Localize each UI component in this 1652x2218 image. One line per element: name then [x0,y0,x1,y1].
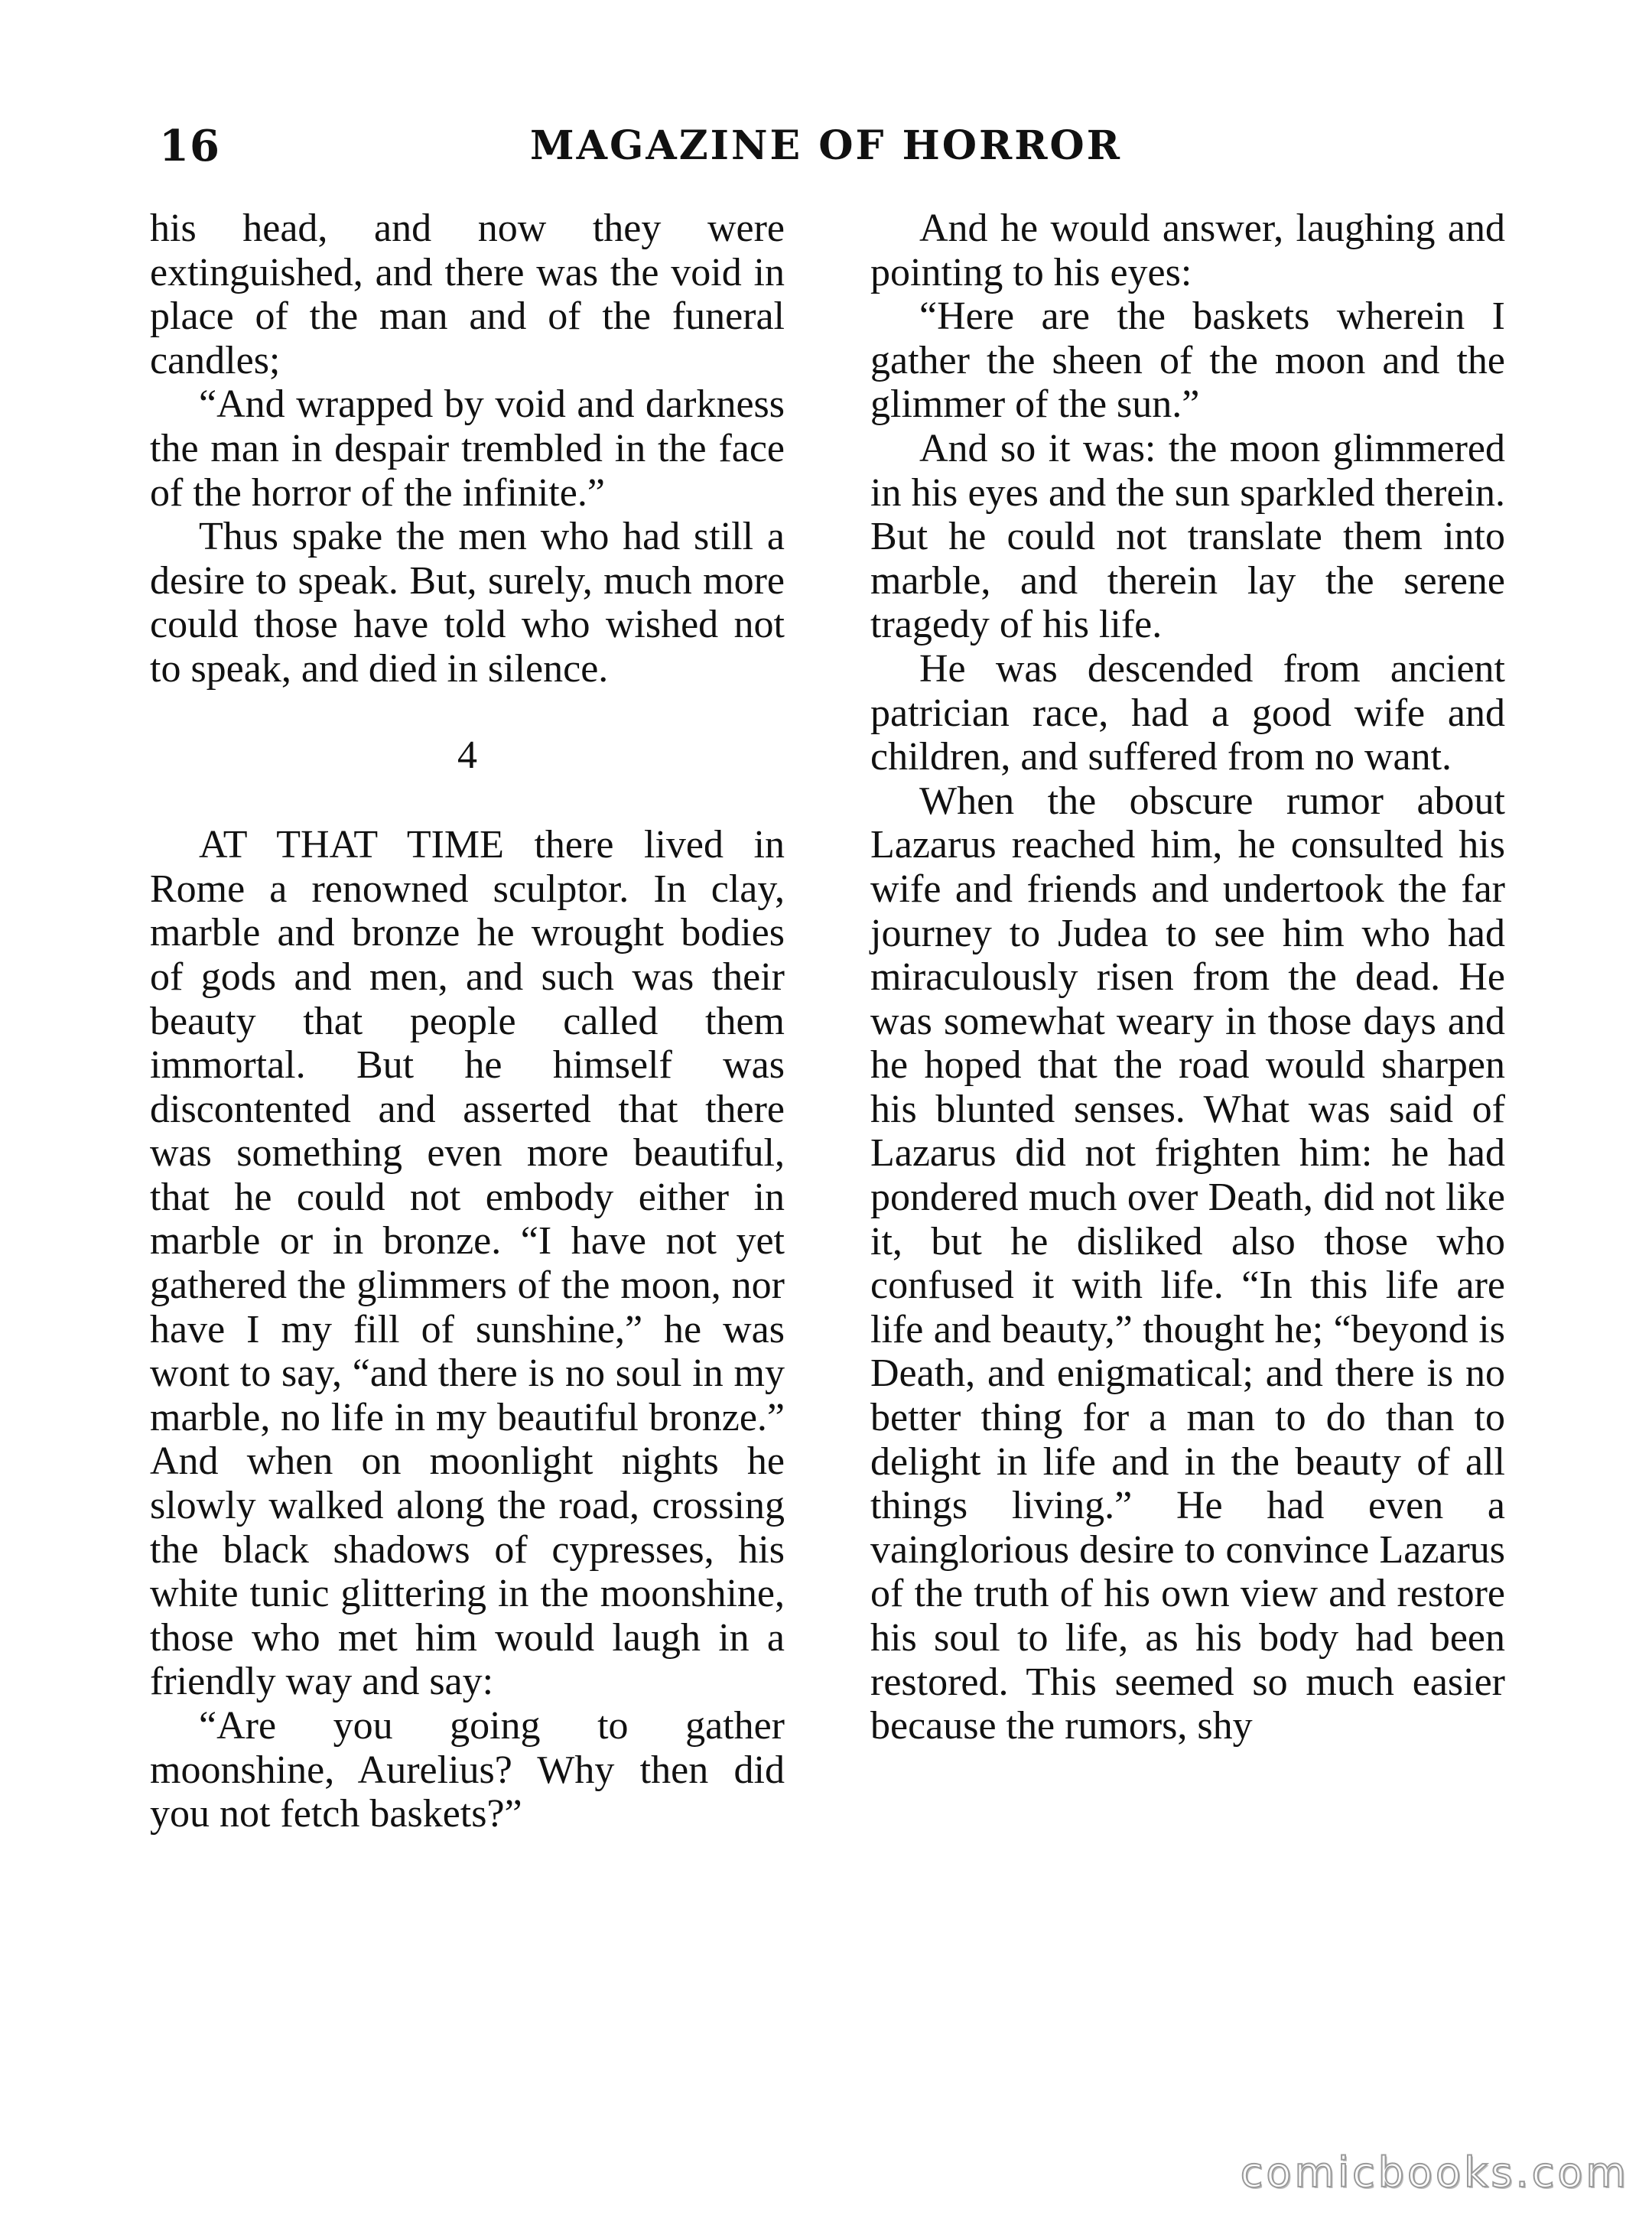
right-column [870,207,1505,1748]
paragraph: And so it was: the moon glimmered in his eyes and the sun sparkled therein. But he could not translate them into marble, and therein lay the serene tragedy of his life. [870,426,1505,647]
watermark: comicbooks.com [1240,2148,1629,2197]
page-number: 16 [159,121,220,171]
section-number: 4 [457,733,477,777]
paragraph: Thus spake the men who had still a desire to speak. But, surely, much more could those have told who wished not to speak, and died in silence. [150,515,785,691]
paragraph: “Are you going to gather moonshine, Aurelius? Why then did you not fetch baskets?” [150,1704,785,1836]
paragraph: And he would answer, laughing and pointing to his eyes: [870,207,1505,294]
paragraph: “And wrapped by void and darkness the man in despair trembled in the face of the horror of the infinite.” [150,382,785,515]
paragraph: He was descended from ancient patrician race, had a good wife and children, and suffered from no want. [870,646,1505,779]
paragraph: When the obscure rumor about Lazarus reached him, he consulted his wife and friends and undertook the far journey to Judea to see him who had miraculously risen from the dead. He was somewhat weary in those days and he hoped that the road would sharpen his blunted senses. What was said of Lazarus did not frighten him: he had pondered much over Death, did not like it, but he disliked also those who confused it with life. “In this life are life and beauty,” thought he; “beyond is Death, and enigmatical; and there is no better thing for a man to do than to delight in life and in the beauty of all things living.” He had even a vainglorious desire to convince Lazarus of the truth of his own view and restore his soul to life, as his body had been restored. This seemed so much easier because the rumors, shy [870,779,1505,1748]
running-head: MAGAZINE OF HORROR [530,122,1122,169]
left-column [150,207,785,1836]
paragraph: “Here are the baskets wherein I gather the sheen of the moon and the glimmer of the sun.” [870,294,1505,427]
paragraph: his head, and now they were extinguished, and there was the void in place of the man and of the funeral candles; [150,207,785,382]
paragraph: AT THAT TIME there lived in Rome a renowned sculptor. In clay, marble and bronze he wrought bodies of gods and men, and such was their beauty that people called them immortal. But he himself was discontented and asserted that there was something even more beautiful, that he could not embody either in marble or in bronze. “I have not yet gathered the glimmers of the moon, nor have I my fill of sunshine,” he was wont to say, “and there is no soul in my marble, no life in my beautiful bronze.” And when on moonlight nights he slowly walked along the road, crossing the black shadows of cypresses, his white tunic glittering in the moonshine, those who met him would laugh in a friendly way and say: [150,823,785,1704]
